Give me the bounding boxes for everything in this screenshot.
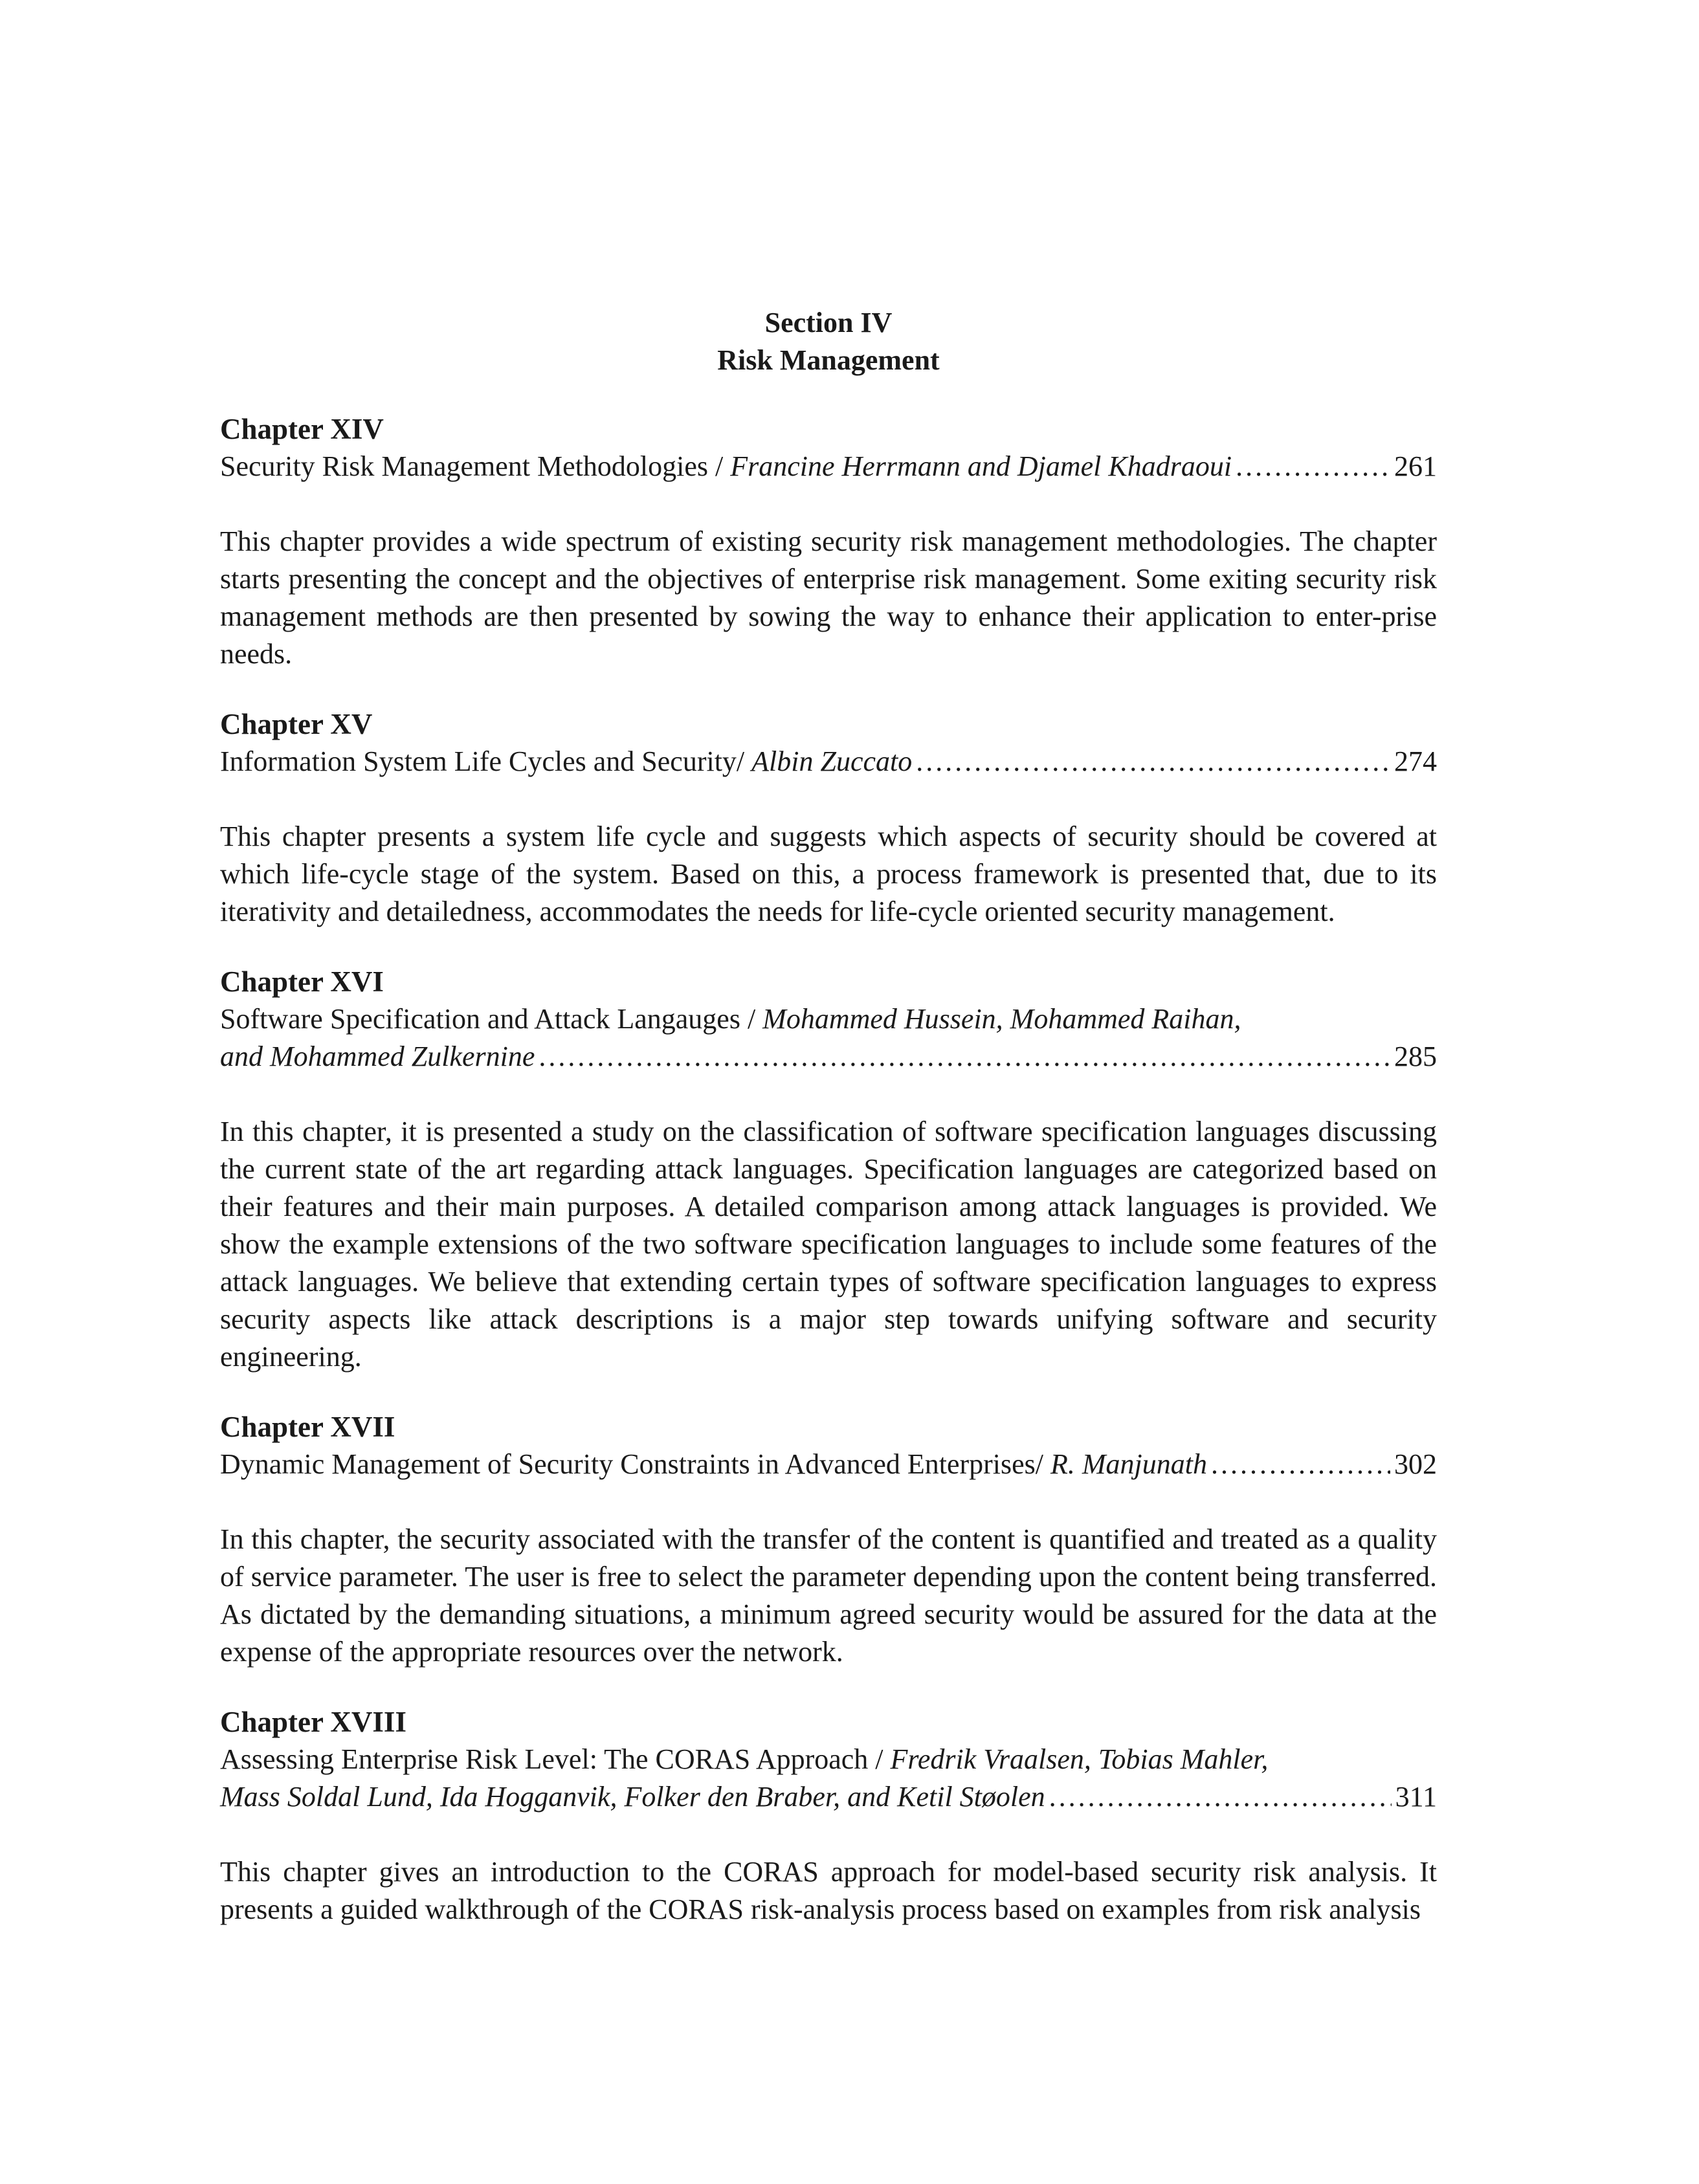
- chapter-label: Chapter XIV: [220, 413, 384, 445]
- chapter-toc-line[interactable]: [220, 1038, 1437, 1075]
- chapter-toc-line[interactable]: [220, 1778, 1437, 1816]
- chapter-summary: In this chapter, it is presented a study on the classification of software specification languages discussing the current state of the art regarding attack languages. Specification languages are categorized based on their features and their main purposes. A detailed comparison among attack languages is provided. We show the example extensions of the two software specification languages to include some features of the attack languages. We believe that extending certain types of software specification languages to express security aspects like attack descriptions is a major step towards unifying software and security engineering.: [220, 1116, 1437, 1373]
- chapter-entry: [220, 1408, 1437, 1671]
- chapter-title: Assessing Enterprise Risk Level: The CORAS Approach /: [220, 1743, 891, 1775]
- chapter-title-line[interactable]: [220, 1000, 1437, 1038]
- chapter-toc-line[interactable]: [220, 1446, 1437, 1483]
- chapter-authors-continued: and Mohammed Zulkernine: [220, 1041, 535, 1072]
- chapter-label: Chapter XVII: [220, 1411, 395, 1443]
- chapter-title: Information System Life Cycles and Security/: [220, 745, 752, 777]
- chapter-authors: Mohammed Hussein, Mohammed Raihan,: [762, 1003, 1241, 1035]
- chapter-summary: This chapter provides a wide spectrum of existing security risk management methodologies. The chapter starts presenting the concept and the objectives of enterprise risk management. Some exiting security risk management methods are then presented by sowing the way to enhance their application to enter-prise needs.: [220, 525, 1437, 670]
- section-title: Risk Management: [717, 344, 940, 376]
- chapter-authors: R. Manjunath: [1050, 1448, 1208, 1480]
- chapter-title-line: [220, 1446, 1207, 1483]
- chapter-entry: [220, 963, 1437, 1376]
- chapter-page-number: 311: [1395, 1781, 1437, 1813]
- chapter-title: Security Risk Management Methodologies /: [220, 450, 731, 482]
- section-number: Section IV: [764, 307, 893, 338]
- chapter-title-line: [220, 448, 1232, 485]
- chapter-title-line: [220, 743, 912, 780]
- chapter-authors: Albin Zuccato: [751, 745, 913, 777]
- chapter-page-number: 274: [1394, 745, 1437, 777]
- dot-leader: [539, 1038, 1390, 1075]
- section-heading: [220, 304, 1437, 379]
- dot-leader: [1236, 448, 1390, 485]
- chapter-label: Chapter XVI: [220, 965, 384, 998]
- chapter-entry: [220, 410, 1437, 673]
- chapter-title: Software Specification and Attack Langauges /: [220, 1003, 763, 1035]
- chapter-authors: Francine Herrmann and Djamel Khadraoui: [730, 450, 1232, 482]
- toc-page: [220, 304, 1437, 1961]
- chapter-toc-line[interactable]: [220, 743, 1437, 780]
- chapter-page-number: 285: [1394, 1041, 1437, 1072]
- chapter-entry: [220, 705, 1437, 931]
- chapter-title-line[interactable]: [220, 1741, 1437, 1778]
- dot-leader: [1049, 1778, 1392, 1816]
- chapter-label: Chapter XV: [220, 708, 373, 740]
- dot-leader: [916, 743, 1390, 780]
- chapter-summary: This chapter presents a system life cycle and suggests which aspects of security should be covered at which life-cycle stage of the system. Based on this, a process framework is presented that, due to its iterativity and detailedness, accommodates the needs for life-cycle oriented security management.: [220, 821, 1437, 927]
- chapter-label: Chapter XVIII: [220, 1706, 406, 1738]
- chapter-entry: [220, 1703, 1437, 1928]
- chapter-authors: Fredrik Vraalsen, Tobias Mahler,: [890, 1743, 1269, 1775]
- dot-leader: [1211, 1446, 1390, 1483]
- chapter-page-number: 302: [1394, 1448, 1437, 1480]
- chapter-summary: In this chapter, the security associated with the transfer of the content is quantified and treated as a quality of service parameter. The user is free to select the parameter depending upon the content being transferred. As dictated by the demanding situations, a minimum agreed security would be assured for the data at the expense of the appropriate resources over the network.: [220, 1523, 1437, 1668]
- chapter-title: Dynamic Management of Security Constraints in Advanced Enterprises/: [220, 1448, 1051, 1480]
- chapter-toc-line[interactable]: [220, 448, 1437, 485]
- chapter-authors-continued: Mass Soldal Lund, Ida Hogganvik, Folker den Braber, and Ketil Støolen: [220, 1781, 1045, 1813]
- chapter-page-number: 261: [1394, 450, 1437, 482]
- chapter-summary: This chapter gives an introduction to the CORAS approach for model-based security risk analysis. It presents a guided walkthrough of the CORAS risk-analysis process based on examples from risk analysis: [220, 1856, 1437, 1925]
